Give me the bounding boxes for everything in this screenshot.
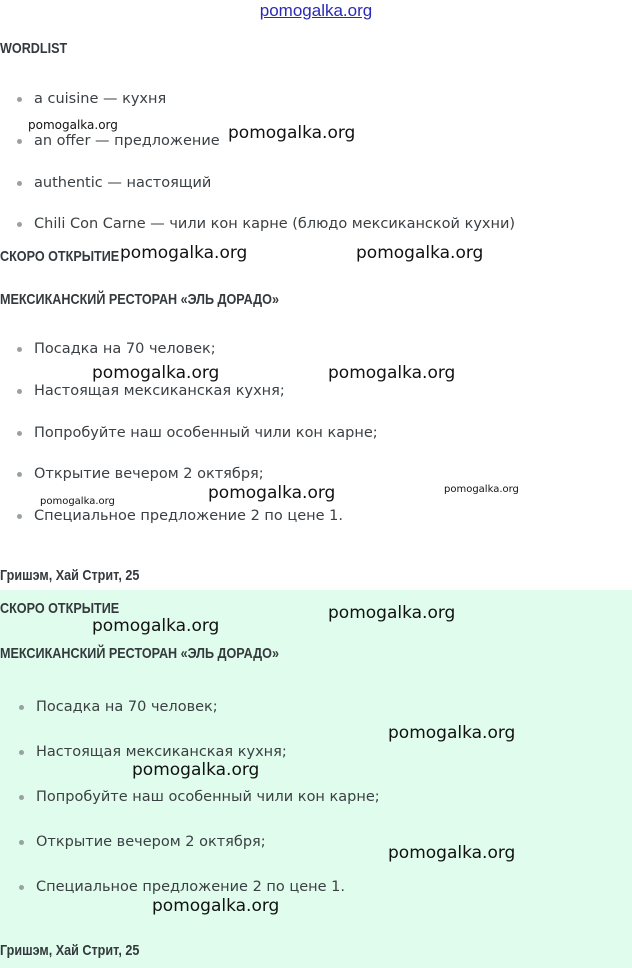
ad1-headline: СКОРО ОТКРЫТИЕ — [0, 248, 120, 265]
ad2-headline: СКОРО ОТКРЫТИЕ — [0, 600, 120, 617]
ad1-item: Посадка на 70 человек; — [16, 341, 216, 357]
bullet-icon — [17, 514, 22, 519]
watermark: pomogalka.org — [132, 760, 260, 780]
ad1-restaurant-name: МЕКСИКАНСКИЙ РЕСТОРАН «ЭЛЬ ДОРАДО» — [0, 291, 279, 308]
bullet-icon — [17, 139, 22, 144]
ad1-item: Открытие вечером 2 октября; — [16, 466, 264, 482]
ad1-item: Попробуйте наш особенный чили кон карне; — [16, 425, 378, 441]
watermark: pomogalka.org — [92, 363, 220, 383]
ad2-address: Гришэм, Хай Стрит, 25 — [0, 942, 140, 959]
watermark: pomogalka.org — [356, 243, 484, 263]
watermark: pomogalka.org — [444, 484, 519, 495]
bullet-icon — [19, 705, 24, 710]
ad2-item: Специальное предложение 2 по цене 1. — [16, 879, 345, 895]
wordlist-item: an offer — предложение — [16, 133, 220, 149]
bullet-icon — [17, 347, 22, 352]
bullet-icon — [19, 885, 24, 890]
ad1-item: Настоящая мексиканская кухня; — [16, 383, 285, 399]
wordlist-title: WORDLIST — [0, 40, 68, 57]
bullet-icon — [17, 181, 22, 186]
wordlist-item: Chili Con Carne — чили кон карне (блюдо мексиканской кухни) — [16, 216, 515, 232]
ad2-item: Посадка на 70 человек; — [16, 699, 218, 715]
ad2-item: Попробуйте наш особенный чили кон карне; — [16, 789, 380, 805]
watermark: pomogalka.org — [388, 843, 516, 863]
bullet-icon — [17, 97, 22, 102]
bullet-icon — [19, 750, 24, 755]
watermark: pomogalka.org — [228, 123, 356, 143]
bullet-icon — [17, 222, 22, 227]
watermark: pomogalka.org — [388, 723, 516, 743]
watermark: pomogalka.org — [152, 896, 280, 916]
watermark: pomogalka.org — [40, 496, 115, 507]
site-link[interactable]: pomogalka.org — [259, 1, 373, 20]
ad1-address: Гришэм, Хай Стрит, 25 — [0, 567, 140, 584]
watermark: pomogalka.org — [208, 483, 336, 503]
wordlist-item: authentic — настоящий — [16, 175, 211, 191]
watermark: pomogalka.org — [328, 603, 456, 623]
watermark: pomogalka.org — [92, 616, 220, 636]
ad2-item: Настоящая мексиканская кухня; — [16, 744, 287, 760]
wordlist-item: a cuisine — кухня — [16, 91, 166, 107]
watermark: pomogalka.org — [328, 363, 456, 383]
bullet-icon — [19, 795, 24, 800]
bullet-icon — [19, 840, 24, 845]
watermark: pomogalka.org — [28, 118, 118, 132]
ad1-item: Специальное предложение 2 по цене 1. — [16, 508, 343, 524]
ad2-restaurant-name: МЕКСИКАНСКИЙ РЕСТОРАН «ЭЛЬ ДОРАДО» — [0, 645, 279, 662]
bullet-icon — [17, 431, 22, 436]
ad2-item: Открытие вечером 2 октября; — [16, 834, 266, 850]
bullet-icon — [17, 472, 22, 477]
watermark: pomogalka.org — [120, 243, 248, 263]
bullet-icon — [17, 389, 22, 394]
